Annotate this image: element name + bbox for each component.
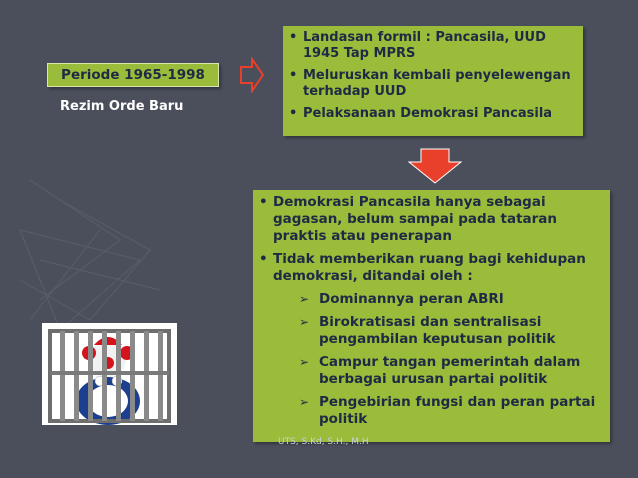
evaluation-point-1: • Demokrasi Pancasila hanya sebagai gagasan, belum sampai pada tataran praktis atau penerapan — [259, 194, 602, 245]
period-label: Periode 1965-1998 — [61, 67, 205, 83]
key-points-box — [283, 26, 583, 136]
sub-point-2: ➢ Birokratisasi dan sentralisasi pengambilan keputusan politik — [299, 314, 602, 348]
sub-point-3: ➢ Campur tangan pemerintah dalam berbagai urusan partai politik — [299, 354, 602, 388]
regime-label: Rezim Orde Baru — [60, 99, 184, 114]
footer-credit: UTS, S.Kd, S.H., M.H — [278, 437, 369, 447]
evaluation-point-2-text: Tidak memberikan ruang bagi kehidupan demokrasi, ditandai oleh : — [273, 251, 586, 284]
down-arrow-icon — [408, 148, 462, 184]
jail-clown-image — [42, 323, 177, 425]
jail-clown-icon — [42, 323, 177, 425]
key-point-2: • Meluruskan kembali penyelewengan terhadap UUD — [289, 68, 575, 100]
sub-point-4: ➢ Pengebirian fungsi dan peran partai politik — [299, 394, 602, 428]
right-arrow-icon — [240, 57, 264, 93]
key-point-1: • Landasan formil : Pancasila, UUD 1945 Tap MPRS — [289, 30, 575, 62]
evaluation-box — [253, 190, 610, 442]
period-box — [47, 63, 219, 87]
key-point-3: • Pelaksanaan Demokrasi Pancasila — [289, 106, 575, 122]
evaluation-point-2 — [259, 251, 602, 428]
sub-point-1: ➢ Dominannya peran ABRI — [299, 291, 602, 308]
